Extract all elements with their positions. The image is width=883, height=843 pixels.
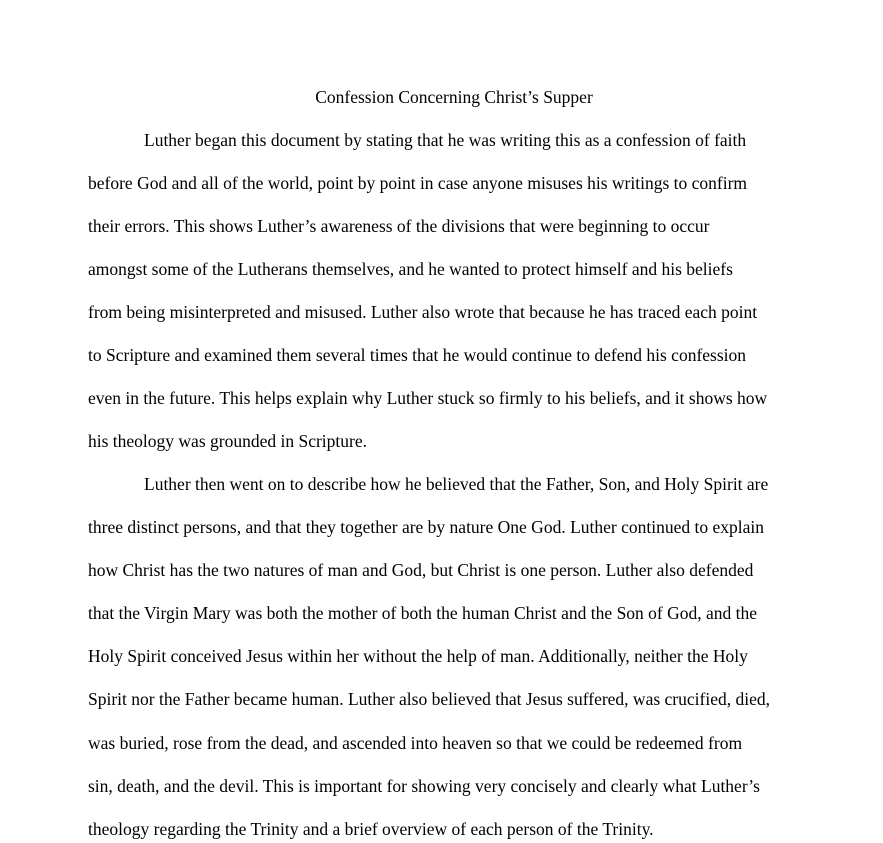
paragraph-line: from being misinterpreted and misused. Luther also wrote that because he has traced each point <box>88 302 758 322</box>
document-title: Confession Concerning Christ’s Supper <box>315 87 593 107</box>
paragraph-line: was buried, rose from the dead, and ascended into heaven so that we could be redeemed from <box>88 733 743 753</box>
paragraph-line: that the Virgin Mary was both the mother of both the human Christ and the Son of God, and the <box>88 603 758 623</box>
paragraph-line: Holy Spirit conceived Jesus within her without the help of man. Additionally, neither the Holy <box>88 646 748 666</box>
paragraph-line: Luther then went on to describe how he believed that the Father, Son, and Holy Spirit are <box>144 474 769 494</box>
paragraph-line: amongst some of the Lutherans themselves, and he wanted to protect himself and his beliefs <box>88 259 733 279</box>
paragraph-line: before God and all of the world, point by point in case anyone misuses his writings to confirm <box>88 173 748 193</box>
paragraph-line: three distinct persons, and that they together are by nature One God. Luther continued to explain <box>88 517 764 537</box>
paragraph-line: sin, death, and the devil. This is important for showing very concisely and clearly what Luther’s <box>88 776 760 796</box>
paragraph-line: Spirit nor the Father became human. Luther also believed that Jesus suffered, was crucified, died, <box>88 689 770 709</box>
paragraph-line: even in the future. This helps explain why Luther stuck so firmly to his beliefs, and it shows how <box>88 388 768 408</box>
paragraph-line: Luther began this document by stating that he was writing this as a confession of faith <box>144 130 747 150</box>
paragraph-line: their errors. This shows Luther’s awareness of the divisions that were beginning to occur <box>88 216 710 236</box>
paragraph-line: theology regarding the Trinity and a brief overview of each person of the Trinity. <box>88 819 654 839</box>
paragraph-line: to Scripture and examined them several times that he would continue to defend his confession <box>88 345 747 365</box>
paragraph-line: how Christ has the two natures of man and God, but Christ is one person. Luther also defended <box>88 560 754 580</box>
paragraph-line: his theology was grounded in Scripture. <box>88 431 367 451</box>
